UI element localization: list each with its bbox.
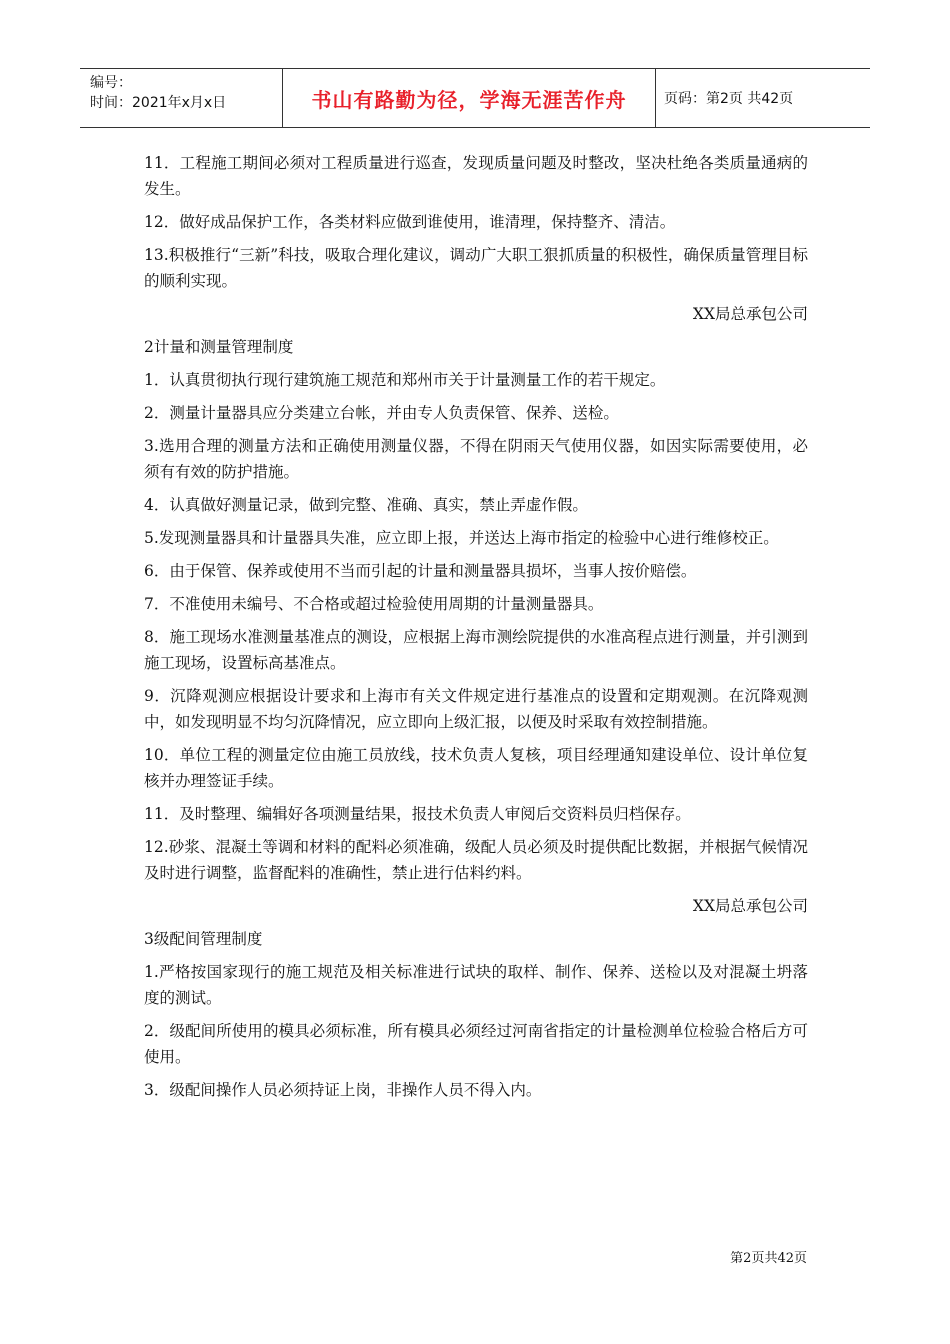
- document-number-label: 编号：: [90, 75, 132, 91]
- paragraph: 11．及时整理、编辑好各项测量结果，报技术负责人审阅后交资料员归档保存。: [144, 805, 691, 823]
- paragraph: 2．级配间所使用的模具必须标准，所有模具必须经过河南省指定的计量检测单位检验合格后方可使用。: [144, 1022, 808, 1066]
- header-motto: 书山有路勤为径，学海无涯苦作舟: [282, 69, 656, 127]
- section-heading: 2计量和测量管理制度: [144, 338, 294, 356]
- paragraph: 1.严格按国家现行的施工规范及相关标准进行试块的取样、制作、保养、送检以及对混凝土坍落度的测试。: [144, 963, 808, 1007]
- paragraph: 4．认真做好测量记录，做到完整、准确、真实，禁止弄虚作假。: [144, 496, 588, 514]
- document-body: [144, 150, 808, 1110]
- paragraph: 12.砂浆、混凝土等调和材料的配料必须准确，级配人员必须及时提供配比数据，并根据气候情况及时进行调整，监督配料的准确性，禁止进行估料约料。: [144, 838, 808, 882]
- paragraph: 10．单位工程的测量定位由施工员放线，技术负责人复核，项目经理通知建设单位、设计单位复核并办理签证手续。: [144, 746, 808, 790]
- paragraph: 9．沉降观测应根据设计要求和上海市有关文件规定进行基准点的设置和定期观测。在沉降观测中，如发现明显不均匀沉降情况，应立即向上级汇报，以便及时采取有效控制措施。: [144, 687, 808, 731]
- header-meta: [80, 69, 282, 127]
- page-header: [80, 68, 870, 128]
- paragraph: 7．不准使用未编号、不合格或超过检验使用周期的计量测量器具。: [144, 595, 604, 613]
- paragraph: 2．测量计量器具应分类建立台帐，并由专人负责保管、保养、送检。: [144, 404, 619, 422]
- signature: XX局总承包公司: [692, 897, 808, 915]
- paragraph: 3.选用合理的测量方法和正确使用测量仪器，不得在阴雨天气使用仪器，如因实际需要使用，必须有有效的防护措施。: [144, 437, 808, 481]
- paragraph: 12．做好成品保护工作，各类材料应做到谁使用，谁清理，保持整齐、清洁。: [144, 213, 676, 231]
- paragraph: 8．施工现场水准测量基准点的测设，应根据上海市测绘院提供的水准高程点进行测量，并引测到施工现场，设置标高基准点。: [144, 628, 808, 672]
- paragraph: 5.发现测量器具和计量器具失准，应立即上报，并送达上海市指定的检验中心进行维修校正。: [144, 529, 779, 547]
- section-heading: 3级配间管理制度: [144, 930, 263, 948]
- header-page-info: 页码：第2页 共42页: [664, 91, 794, 107]
- document-time-label: 时间：2021年x月x日: [90, 95, 227, 111]
- paragraph: 6．由于保管、保养或使用不当而引起的计量和测量器具损坏，当事人按价赔偿。: [144, 562, 697, 580]
- paragraph: 11．工程施工期间必须对工程质量进行巡查，发现质量问题及时整改，坚决杜绝各类质量通病的发生。: [144, 154, 808, 198]
- paragraph: 1．认真贯彻执行现行建筑施工规范和郑州市关于计量测量工作的若干规定。: [144, 371, 666, 389]
- signature: XX局总承包公司: [692, 305, 808, 323]
- paragraph: 13.积极推行“三新”科技，吸取合理化建议，调动广大职工狠抓质量的积极性，确保质量管理目标的顺利实现。: [144, 246, 808, 290]
- paragraph: 3．级配间操作人员必须持证上岗，非操作人员不得入内。: [144, 1081, 542, 1099]
- page-footer: 第2页共42页: [730, 1251, 807, 1266]
